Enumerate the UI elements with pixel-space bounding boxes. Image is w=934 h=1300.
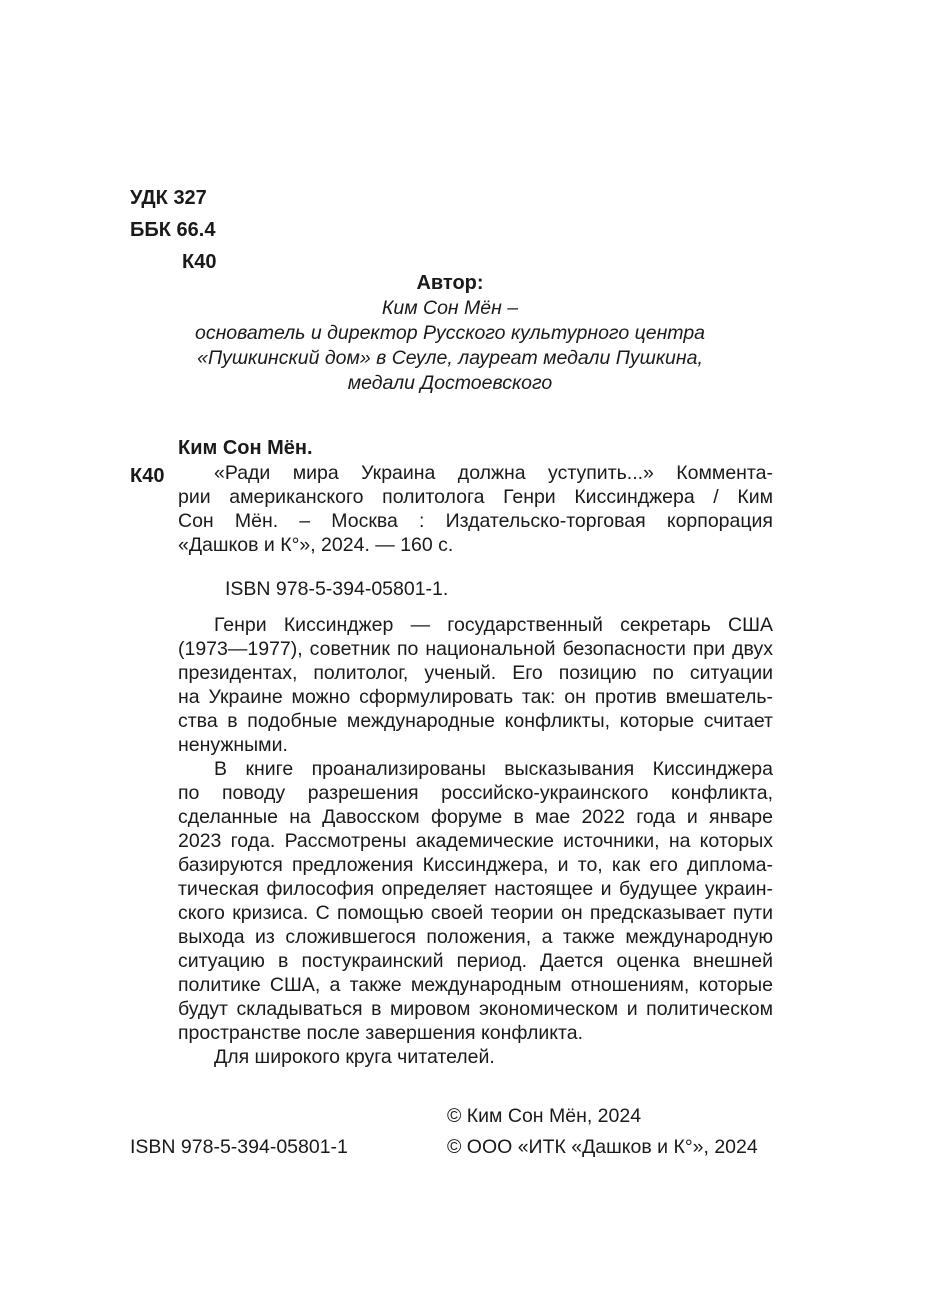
abstract-line: (1973—1977), советник по национальной безопасности при двух	[178, 638, 773, 660]
author-line: Ким Сон Мён –	[381, 297, 519, 319]
abstract-line: по поводу разрешения российско-украинского конфликта,	[178, 782, 773, 804]
author-heading: Автор:	[416, 272, 484, 294]
bbk-code: ББК 66.4	[130, 219, 216, 241]
abstract-line: будут складываться в мировом экономическом и политическом	[178, 998, 773, 1020]
bibliography-line: рии американского политолога Генри Киссинджера / Ким	[178, 486, 773, 508]
author-line: «Пушкинский дом» в Сеуле, лауреат медали Пушкина,	[197, 347, 703, 369]
abstract-line: В книге проанализированы высказывания Киссинджера	[214, 758, 773, 780]
abstract-line: ненужными.	[178, 734, 288, 756]
copyright-publisher: © ООО «ИТК «Дашков и К°», 2024	[447, 1136, 758, 1158]
abstract-line: ского кризиса. С помощью своей теории он предсказывает пути	[178, 902, 773, 924]
author-mark: К40	[182, 251, 217, 273]
abstract-line: 2023 года. Рассмотрены академические источники, на которых	[178, 830, 773, 852]
abstract-line: выхода из сложившегося положения, а также международную	[178, 926, 773, 948]
bibliography-line: Сон Мён. – Москва : Издательско-торговая корпорация	[178, 510, 773, 532]
bibliography-line: «Ради мира Украина должна уступить...» Коммента-	[214, 462, 773, 484]
author-line: основатель и директор Русского культурного центра	[194, 322, 706, 344]
abstract-line: пространстве после завершения конфликта.	[178, 1022, 583, 1044]
copyright-author: © Ким Сон Мён, 2024	[447, 1105, 642, 1127]
abstract-line: политике США, а также международным отношениям, которые	[178, 974, 773, 996]
author-section	[170, 271, 730, 396]
abstract-line: президентах, политолог, ученый. Его позицию по ситуации	[178, 662, 773, 684]
bibliography-isbn: ISBN 978-5-394-05801-1.	[225, 578, 449, 600]
bibliography-record	[178, 461, 773, 557]
abstract-line: Для широкого круга читателей.	[214, 1046, 495, 1068]
abstract	[178, 613, 773, 1069]
bibliography-line: «Дашков и К°», 2024. — 160 с.	[178, 534, 454, 556]
footer-isbn: ISBN 978-5-394-05801-1	[130, 1136, 348, 1158]
author-line: медали Достоевского	[347, 372, 553, 394]
abstract-line: ства в подобные международные конфликты, которые считает	[178, 710, 773, 732]
abstract-line: базируются предложения Киссинджера, и то, как его диплома-	[178, 854, 773, 876]
abstract-line: ситуацию в постукраинский период. Дается оценка внешней	[178, 950, 773, 972]
author-mark-side: К40	[130, 465, 165, 487]
abstract-line: тическая философия определяет настоящее и будущее украин-	[178, 878, 773, 900]
udk-code: УДК 327	[130, 187, 207, 209]
abstract-line: на Украине можно сформулировать так: он против вмешатель-	[178, 686, 773, 708]
bibliography-author: Ким Сон Мён.	[178, 437, 313, 459]
abstract-line: сделанные на Давосском форуме в мае 2022 года и январе	[178, 806, 773, 828]
abstract-line: Генри Киссинджер — государственный секретарь США	[214, 614, 773, 636]
